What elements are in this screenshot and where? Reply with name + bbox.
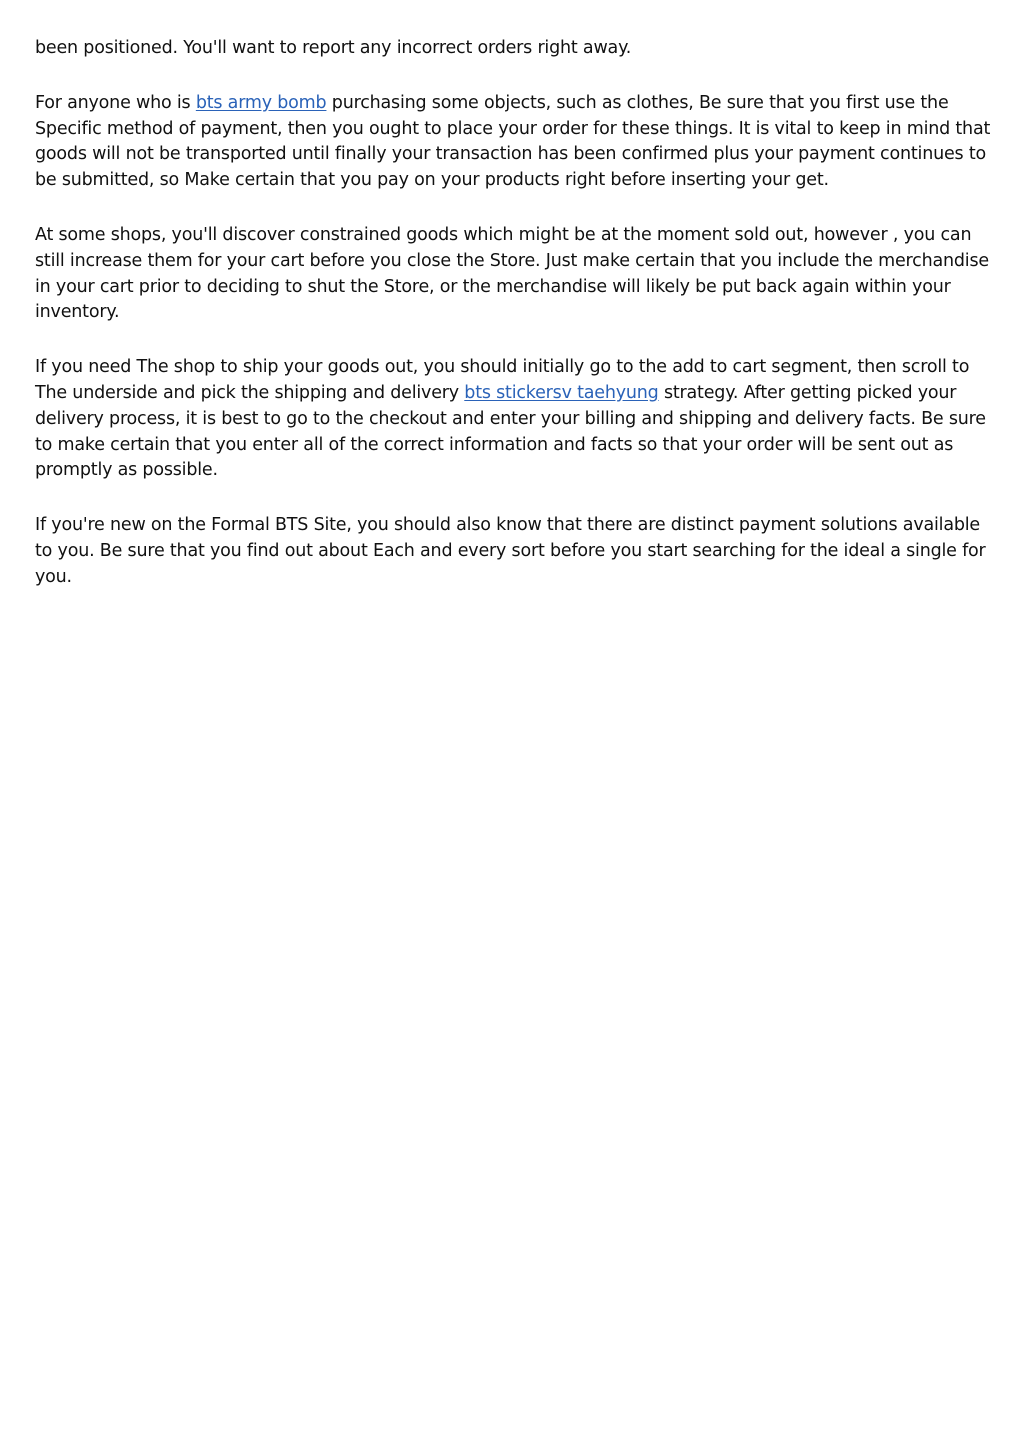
paragraph-4-text-before: If you need The shop to ship your goods out, you should initially go to the add to cart segment, then scroll to The underside and pick the shipping and delivery	[35, 357, 970, 403]
paragraph-3	[35, 223, 993, 326]
paragraph-4	[35, 355, 993, 484]
paragraph-5	[35, 513, 993, 590]
paragraph-5-text: If you're new on the Formal BTS Site, you should also know that there are distinct payment solutions available to you. Be sure that you find out about Each and every sort before you start searching for the ideal a single for you.	[35, 515, 986, 587]
document-page	[35, 36, 993, 620]
paragraph-4-text-after: strategy. After getting picked your delivery process, it is best to go to the checkout and enter your billing and shipping and delivery facts. Be sure to make certain that you enter all of the correct information and facts so that your order will be sent out as promptly as possible.	[35, 382, 986, 481]
paragraph-2	[35, 91, 993, 194]
bts-army-bomb-link[interactable]: bts army bomb	[195, 92, 327, 113]
bts-stickersv-taehyung-link[interactable]: bts stickersv taehyung	[464, 382, 659, 403]
paragraph-1	[35, 36, 993, 62]
paragraph-2-text-after: purchasing some objects, such as clothes, Be sure that you first use the Specific method of payment, then you ought to place your order for these things. It is vital to keep in mind that goods will not be transported until finally your transaction has been confirmed plus your payment continues to be submitted, so Make certain that you pay on your products right before inserting your get.	[35, 92, 991, 191]
paragraph-3-text: At some shops, you'll discover constrained goods which might be at the moment sold out, however , you can still increase them for your cart before you close the Store. Just make certain that you include the merchandise in your cart prior to deciding to shut the Store, or the merchandise will likely be put back again within your inventory.	[35, 224, 989, 323]
paragraph-2-text-before: For anyone who is	[35, 92, 196, 113]
paragraph-1-text: been positioned. You'll want to report any incorrect orders right away.	[35, 38, 632, 58]
